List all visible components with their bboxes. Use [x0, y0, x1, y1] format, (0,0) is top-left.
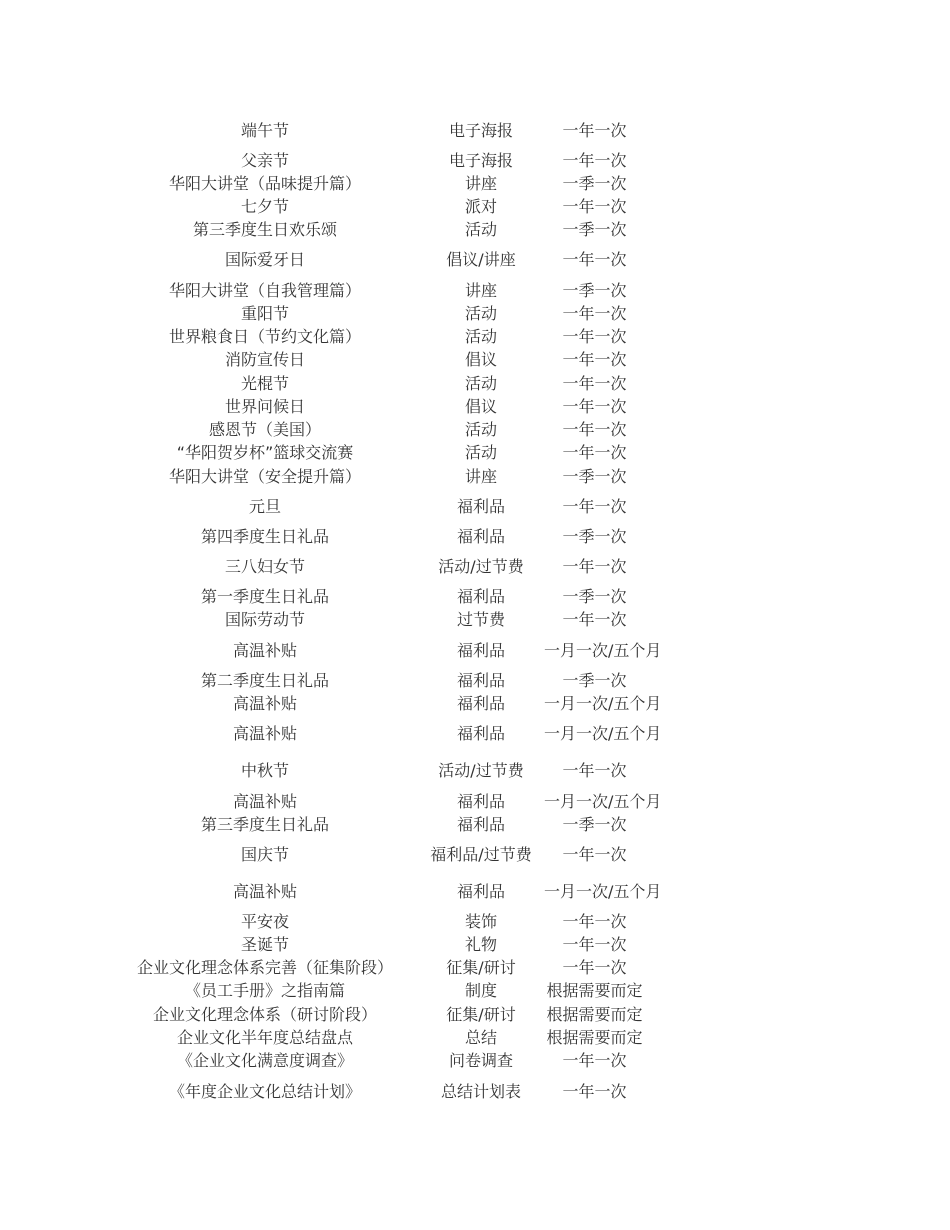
table-row: [0, 441, 950, 465]
event-name-cell: 三八妇女节: [224, 557, 305, 576]
event-type-cell: 倡议: [464, 397, 497, 416]
event-frequency-cell: 一年一次: [562, 958, 627, 977]
event-frequency-cell: 一年一次: [562, 443, 627, 462]
event-type-cell: 活动: [464, 327, 497, 346]
event-frequency-cell: 一季一次: [562, 671, 627, 690]
event-name-cell: 父亲节: [240, 151, 289, 170]
event-frequency-cell: 一年一次: [562, 420, 627, 439]
table-row: [0, 395, 950, 419]
event-type-cell: 装饰: [464, 912, 497, 931]
table-row: [0, 372, 950, 396]
event-frequency-cell: 一年一次: [562, 557, 627, 576]
event-type-cell: 讲座: [464, 281, 497, 300]
event-name-cell: 第一季度生日礼品: [200, 587, 329, 606]
event-type-cell: 福利品: [456, 815, 505, 834]
event-type-cell: 过节费: [456, 610, 505, 629]
event-name-cell: 重阳节: [240, 304, 289, 323]
event-frequency-cell: 一年一次: [562, 1082, 627, 1101]
event-name-cell: 圣诞节: [240, 935, 289, 954]
event-frequency-cell: 一年一次: [562, 197, 627, 216]
event-type-cell: 活动/过节费: [438, 761, 524, 780]
event-type-cell: 征集/研讨: [446, 958, 516, 977]
event-frequency-cell: 一月一次/五个月: [544, 882, 662, 901]
event-frequency-cell: 一月一次/五个月: [544, 724, 662, 743]
event-name-cell: 高温补贴: [232, 792, 297, 811]
table-row: [0, 1049, 950, 1073]
table-row: [0, 555, 950, 579]
table-row: [0, 325, 950, 349]
table-row: [0, 149, 950, 173]
table-row: [0, 1080, 950, 1104]
event-frequency-cell: 一年一次: [562, 350, 627, 369]
event-frequency-cell: 一年一次: [562, 497, 627, 516]
table-row: [0, 669, 950, 693]
event-name-cell: 高温补贴: [232, 641, 297, 660]
event-frequency-cell: 一季一次: [562, 815, 627, 834]
event-frequency-cell: 一季一次: [562, 220, 627, 239]
table-row: [0, 956, 950, 980]
event-frequency-cell: 一月一次/五个月: [544, 694, 662, 713]
table-row: [0, 172, 950, 196]
table-row: [0, 302, 950, 326]
event-frequency-cell: 根据需要而定: [546, 981, 643, 1000]
event-frequency-cell: 一年一次: [562, 397, 627, 416]
event-name-cell: 感恩节（美国）: [208, 420, 321, 439]
event-frequency-cell: 一年一次: [562, 374, 627, 393]
event-name-cell: 端午节: [240, 121, 289, 140]
event-frequency-cell: 一年一次: [562, 250, 627, 269]
event-name-cell: 国际劳动节: [224, 610, 305, 629]
table-row: [0, 348, 950, 372]
event-type-cell: 派对: [464, 197, 497, 216]
table-row: [0, 495, 950, 519]
event-type-cell: 总结: [464, 1028, 497, 1047]
event-type-cell: 活动: [464, 220, 497, 239]
event-name-cell: 世界粮食日（节约文化篇）: [168, 327, 361, 346]
event-name-cell: 国际爱牙日: [224, 250, 305, 269]
event-frequency-cell: 一年一次: [562, 304, 627, 323]
event-name-cell: 元旦: [248, 497, 281, 516]
event-name-cell: 高温补贴: [232, 694, 297, 713]
event-frequency-cell: 一年一次: [562, 935, 627, 954]
table-row: [0, 722, 950, 746]
event-type-cell: 讲座: [464, 174, 497, 193]
table-row: [0, 759, 950, 783]
table-row: [0, 639, 950, 663]
event-type-cell: 征集/研讨: [446, 1005, 516, 1024]
event-name-cell: 高温补贴: [232, 724, 297, 743]
event-type-cell: 电子海报: [448, 121, 513, 140]
event-type-cell: 福利品: [456, 724, 505, 743]
event-name-cell: 中秋节: [240, 761, 289, 780]
event-name-cell: 七夕节: [240, 197, 289, 216]
table-row: [0, 248, 950, 272]
event-name-cell: 企业文化半年度总结盘点: [176, 1028, 353, 1047]
event-name-cell: 华阳大讲堂（品味提升篇）: [168, 174, 361, 193]
event-type-cell: 礼物: [464, 935, 497, 954]
event-name-cell: 世界问候日: [224, 397, 305, 416]
event-type-cell: 活动: [464, 420, 497, 439]
event-name-cell: 第三季度生日欢乐颂: [192, 220, 337, 239]
table-row: [0, 880, 950, 904]
event-frequency-cell: 一季一次: [562, 467, 627, 486]
event-type-cell: 活动: [464, 443, 497, 462]
event-frequency-cell: 一年一次: [562, 327, 627, 346]
event-name-cell: 国庆节: [240, 845, 289, 864]
event-frequency-cell: 一年一次: [562, 610, 627, 629]
event-name-cell: “华阳贺岁杯”篮球交流赛: [176, 443, 354, 462]
event-name-cell: 高温补贴: [232, 882, 297, 901]
event-type-cell: 讲座: [464, 467, 497, 486]
table-row: [0, 195, 950, 219]
event-name-cell: 第三季度生日礼品: [200, 815, 329, 834]
event-frequency-cell: 一年一次: [562, 912, 627, 931]
table-row: [0, 218, 950, 242]
event-frequency-cell: 一月一次/五个月: [544, 792, 662, 811]
table-row: [0, 418, 950, 442]
event-name-cell: 第二季度生日礼品: [200, 671, 329, 690]
event-frequency-cell: 一年一次: [562, 761, 627, 780]
event-type-cell: 问卷调查: [448, 1051, 513, 1070]
event-type-cell: 倡议: [464, 350, 497, 369]
table-row: [0, 119, 950, 143]
event-type-cell: 福利品: [456, 497, 505, 516]
event-frequency-cell: 一季一次: [562, 281, 627, 300]
event-name-cell: 华阳大讲堂（自我管理篇）: [168, 281, 361, 300]
event-type-cell: 福利品: [456, 671, 505, 690]
event-type-cell: 活动/过节费: [438, 557, 524, 576]
event-frequency-cell: 一季一次: [562, 587, 627, 606]
event-frequency-cell: 一年一次: [562, 151, 627, 170]
event-frequency-cell: 一年一次: [562, 1051, 627, 1070]
table-row: [0, 585, 950, 609]
event-name-cell: 企业文化理念体系（研讨阶段）: [152, 1005, 377, 1024]
event-frequency-cell: 一季一次: [562, 527, 627, 546]
table-row: [0, 813, 950, 837]
event-frequency-cell: 一季一次: [562, 174, 627, 193]
event-type-cell: 福利品: [456, 792, 505, 811]
table-row: [0, 608, 950, 632]
table-row: [0, 465, 950, 489]
table-row: [0, 525, 950, 549]
event-type-cell: 活动: [464, 304, 497, 323]
event-frequency-cell: 根据需要而定: [546, 1005, 643, 1024]
event-frequency-cell: 一年一次: [562, 121, 627, 140]
table-row: [0, 692, 950, 716]
table-row: [0, 843, 950, 867]
event-type-cell: 福利品: [456, 527, 505, 546]
event-frequency-cell: 根据需要而定: [546, 1028, 643, 1047]
event-frequency-cell: 一月一次/五个月: [544, 641, 662, 660]
event-name-cell: 第四季度生日礼品: [200, 527, 329, 546]
table-row: [0, 790, 950, 814]
event-name-cell: 《企业文化满意度调查》: [176, 1051, 353, 1070]
event-type-cell: 福利品: [456, 882, 505, 901]
event-type-cell: 总结计划表: [440, 1082, 521, 1101]
event-type-cell: 福利品: [456, 587, 505, 606]
event-frequency-cell: 一年一次: [562, 845, 627, 864]
table-row: [0, 933, 950, 957]
event-name-cell: 光棍节: [240, 374, 289, 393]
event-type-cell: 福利品: [456, 694, 505, 713]
event-type-cell: 活动: [464, 374, 497, 393]
event-name-cell: 《员工手册》之指南篇: [184, 981, 345, 1000]
table-row: [0, 1026, 950, 1050]
event-name-cell: 平安夜: [240, 912, 289, 931]
table-row: [0, 910, 950, 934]
event-type-cell: 福利品: [456, 641, 505, 660]
event-type-cell: 制度: [464, 981, 497, 1000]
event-name-cell: 消防宣传日: [224, 350, 305, 369]
event-type-cell: 福利品/过节费: [430, 845, 532, 864]
event-name-cell: 《年度企业文化总结计划》: [168, 1082, 361, 1101]
event-name-cell: 华阳大讲堂（安全提升篇）: [168, 467, 361, 486]
table-row: [0, 979, 950, 1003]
event-type-cell: 倡议/讲座: [446, 250, 516, 269]
event-name-cell: 企业文化理念体系完善（征集阶段）: [136, 958, 393, 977]
event-type-cell: 电子海报: [448, 151, 513, 170]
table-row: [0, 1003, 950, 1027]
table-row: [0, 279, 950, 303]
